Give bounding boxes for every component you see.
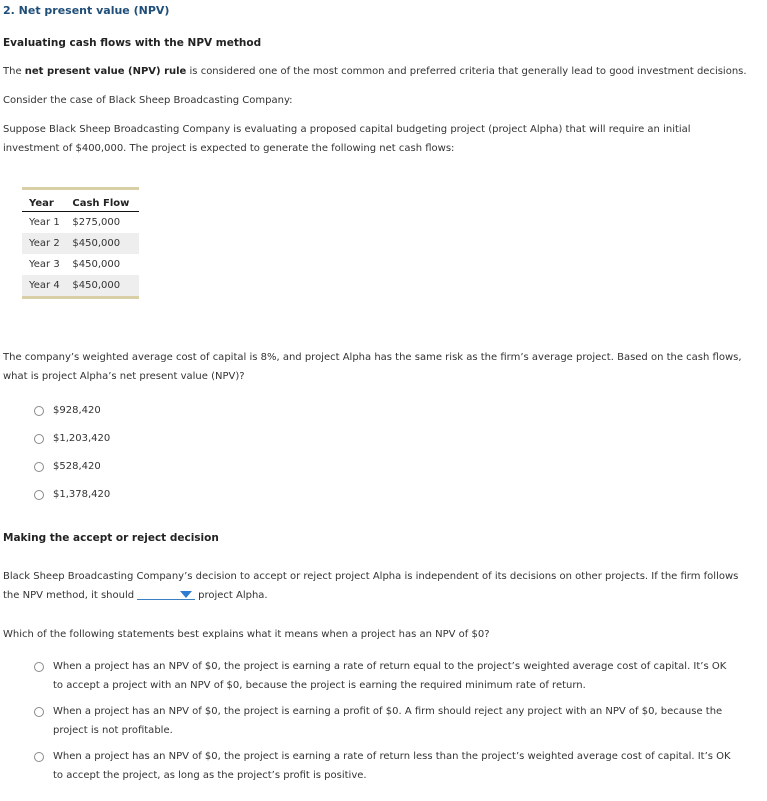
decision-sentence [3, 567, 748, 605]
option-label: When a project has an NPV of $0, the project is earning a rate of return equal to the project’s weighted average cost of capital. It’s OK to accept a project with an NPV of $0, because the project is earning the required minimum rate of return. [53, 661, 727, 691]
radio-button[interactable] [34, 662, 44, 672]
page-title: 2. Net present value (NPV) [3, 4, 170, 17]
section-heading-accept-reject: Making the accept or reject decision [3, 532, 219, 544]
npv-zero-option-1[interactable] [34, 659, 734, 695]
consider-text: Consider the case of Black Sheep Broadcasting Company: [3, 95, 293, 106]
radio-button[interactable] [34, 406, 44, 416]
column-header-year: Year [22, 189, 65, 212]
option-label: $928,420 [53, 405, 101, 416]
npv-zero-option-2[interactable] [34, 704, 734, 740]
npv-zero-answer-options [34, 659, 734, 794]
decision-suffix: project Alpha. [198, 590, 268, 601]
scenario-text: Suppose Black Sheep Broadcasting Company is evaluating a proposed capital budgeting project (project Alpha) that will require an initial investment of $400,000. The project is expected to generate the following net cash flows: [3, 124, 691, 154]
npv-option-2[interactable] [34, 431, 110, 459]
intro-prefix: The [3, 66, 25, 77]
npv-option-4[interactable] [34, 487, 110, 515]
table-row [22, 275, 139, 298]
intro-suffix: is considered one of the most common and preferred criteria that generally lead to good investment decisions. [186, 66, 747, 77]
radio-button[interactable] [34, 434, 44, 444]
year-cell: Year 4 [22, 275, 65, 298]
cash-flow-table [22, 187, 139, 299]
cash-flow-cell: $275,000 [72, 217, 121, 228]
table-row [22, 212, 139, 234]
npv-option-3[interactable] [34, 459, 110, 487]
table-row [22, 254, 139, 275]
column-header-cash-flow: Cash Flow [65, 189, 139, 212]
npv-answer-options [34, 403, 110, 515]
radio-button[interactable] [34, 752, 44, 762]
year-cell: Year 1 [29, 217, 60, 228]
year-cell: Year 2 [22, 233, 65, 254]
cash-flow-cell: $450,000 [65, 275, 139, 298]
radio-button[interactable] [34, 707, 44, 717]
option-label: $1,203,420 [53, 433, 111, 444]
option-label: When a project has an NPV of $0, the project is earning a profit of $0. A firm should reject any project with an NPV of $0, because the project is not profitable. [53, 706, 723, 736]
npv-question: The company’s weighted average cost of capital is 8%, and project Alpha has the same risk as the firm’s average project. Based on the cash flows, what is project Alpha’s net present value (NPV)? [3, 352, 742, 382]
option-label: $528,420 [53, 461, 101, 472]
year-cell: Year 3 [29, 259, 60, 270]
cash-flow-cell: $450,000 [72, 259, 121, 270]
radio-button[interactable] [34, 462, 44, 472]
table-row [22, 233, 139, 254]
npv-zero-question: Which of the following statements best explains what it means when a project has an NPV of $0? [3, 629, 490, 640]
accept-reject-dropdown[interactable] [137, 587, 195, 600]
option-label: $1,378,420 [53, 489, 111, 500]
cash-flow-cell: $450,000 [65, 233, 139, 254]
npv-rule-intro [3, 62, 758, 81]
table-header-row [22, 189, 139, 212]
decision-prefix: Black Sheep Broadcasting Company’s decision to accept or reject project Alpha is independent of its decisions on other projects. If the firm follows the NPV method, it should [3, 571, 739, 601]
radio-button[interactable] [34, 490, 44, 500]
npv-rule-term: net present value (NPV) rule [24, 66, 187, 77]
section-heading-npv-method: Evaluating cash flows with the NPV method [3, 37, 262, 49]
option-label: When a project has an NPV of $0, the project is earning a rate of return less than the project’s weighted average cost of capital. It’s OK to accept the project, as long as the project’s profit is positive. [53, 751, 731, 781]
chevron-down-icon[interactable] [180, 591, 192, 598]
npv-zero-option-3[interactable] [34, 749, 734, 785]
npv-option-1[interactable] [34, 403, 110, 431]
